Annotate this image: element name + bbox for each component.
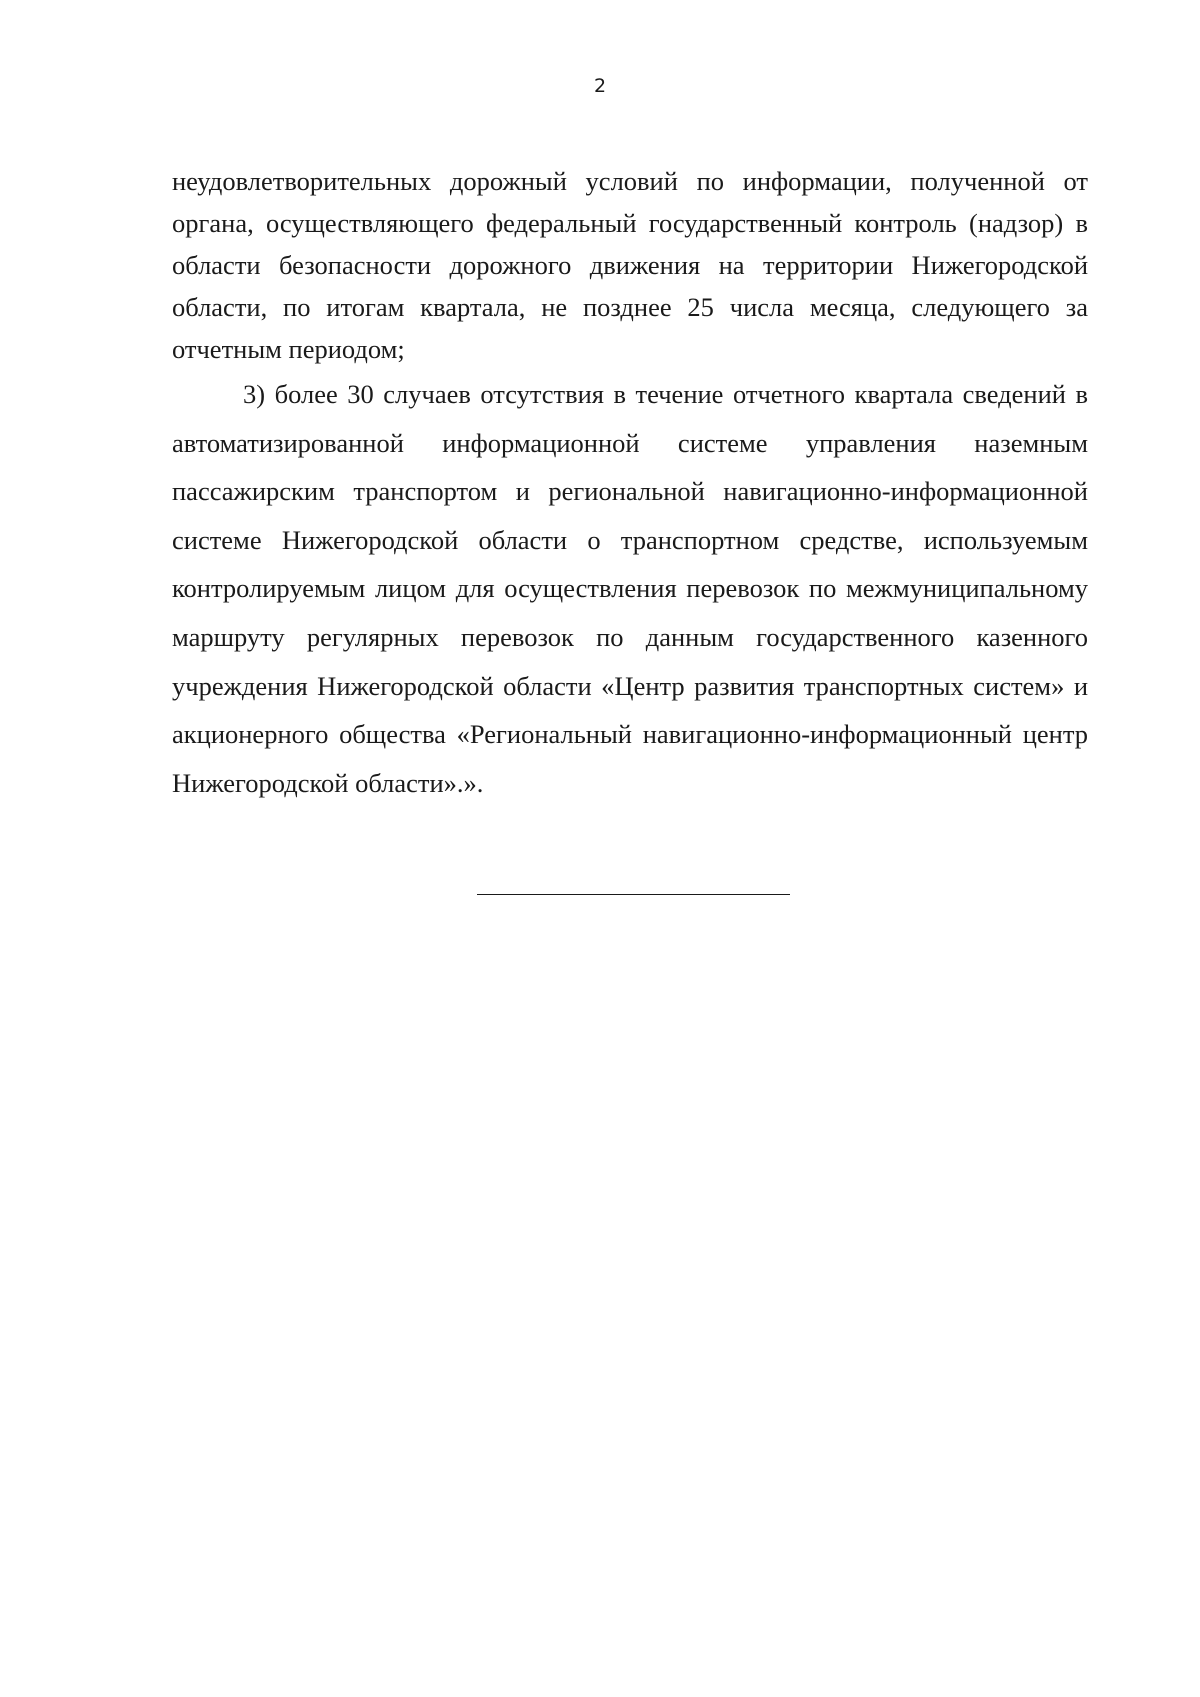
paragraph-continuation: неудовлетворительных дорожный условий по информации, полученной от органа, осуществляющего федеральный государственный контроль (надзор) в области безопасности дорожного движения на территории Нижегородской области, по итогам квартала, не позднее 25 числа месяца, следующего за отчетным периодом; <box>172 166 1088 364</box>
end-of-document-rule <box>477 894 790 895</box>
paragraph-item-3: 3) более 30 случаев отсутствия в течение отчетного квартала сведений в автоматизированной информационной системе управления наземным пассажирским транспортом и региональной навигационно-информационной системе Нижегородской области о транспортном средстве, используемым контролируемым лицом для осуществления перевозок по межмуниципальному маршруту регулярных перевозок по данным государственного казенного учреждения Нижегородской области «Центр развития транспортных систем» и акционерного общества «Региональный навигационно-информационный центр Нижегородской области».». <box>172 379 1088 798</box>
page-number: 2 <box>593 75 607 97</box>
